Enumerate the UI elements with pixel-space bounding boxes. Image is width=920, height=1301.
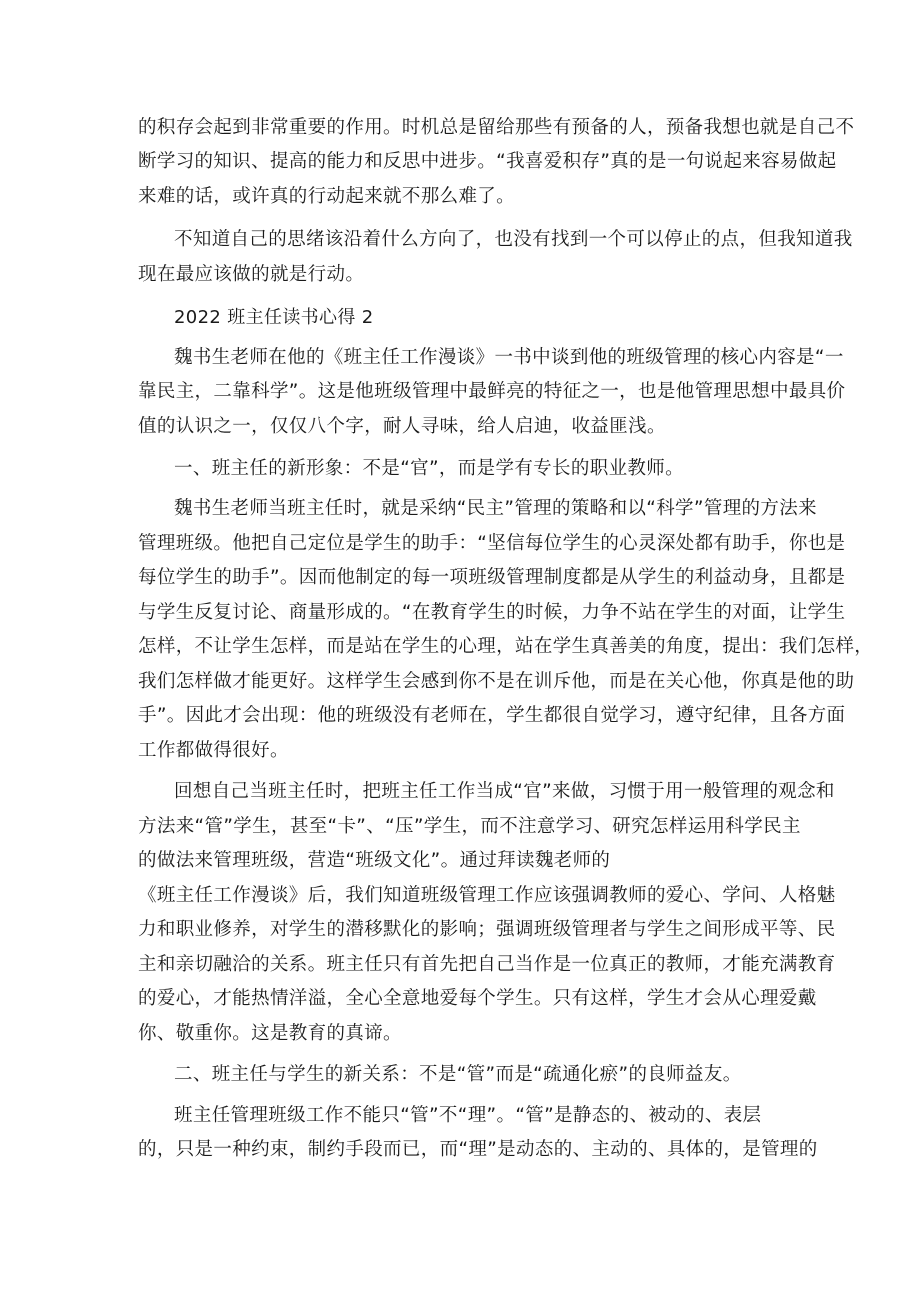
- text-line: 每位学生的助手”。因而他制定的每一项班级管理制度都是从学生的利益动身，且都是: [138, 567, 846, 588]
- text-line: 力和职业修养，对学生的潜移默化的影响；强调班级管理者与学生之间形成平等、民: [138, 919, 836, 940]
- text-line: 你、敬重你。这是教育的真谛。: [138, 1023, 402, 1044]
- text-line: 与学生反复讨论、商量形成的。“在教育学生的时候，力争不站在学生的对面，让学生: [138, 602, 846, 623]
- text-line: 断学习的知识、提高的能力和反思中进步。“我喜爱积存”真的是一句说起来容易做起: [138, 151, 837, 172]
- text-line: 我们怎样做才能更好。这样学生会感到你不是在训斥他，而是在关心他，你真是他的助: [138, 671, 855, 692]
- text-line: 靠民主，二靠科学”。这是他班级管理中最鲜亮的特征之一，也是他管理思想中最具价: [138, 381, 846, 402]
- section-title: 2022 班主任读书心得 2: [174, 307, 374, 328]
- text-line: 主和亲切融洽的关系。班主任只有首先把自己当作是一位真正的教师，才能充满教育: [138, 954, 836, 975]
- text-line: 不知道自己的思绪该沿着什么方向了，也没有找到一个可以停止的点，但我知道我: [174, 229, 853, 250]
- subheading: 二、班主任与学生的新关系：不是“管”而是“疏通化瘀”的良师益友。: [174, 1064, 742, 1085]
- text-line: 值的认识之一，仅仅八个字，耐人寻味，给人启迪，收益匪浅。: [138, 416, 666, 437]
- text-line: 怎样，不让学生怎样，而是站在学生的心理，站在学生真善美的角度，提出：我们怎样，: [138, 636, 874, 657]
- text-line: 工作都做得很好。: [138, 740, 289, 761]
- text-line: 的做法来管理班级，营造“班级文化”。通过拜读魏老师的: [138, 850, 611, 871]
- text-line: 魏书生老师在他的《班主任工作漫谈》一书中谈到他的班级管理的核心内容是“一: [174, 347, 844, 368]
- text-line: 的，只是一种约束，制约手段而已，而“理”是动态的、主动的、具体的，是管理的: [138, 1139, 818, 1160]
- text-line: 管理班级。他把自己定位是学生的助手：“坚信每位学生的心灵深处都有助手，你也是: [138, 533, 846, 554]
- text-line: 的爱心，才能热情洋溢，全心全意地爱每个学生。只有这样，学生才会从心理爱戴: [138, 988, 817, 1009]
- text-line: 方法来“管”学生，甚至“卡”、“压”学生，而不注意学习、研究怎样运用科学民主: [138, 816, 801, 837]
- subheading: 一、班主任的新形象：不是“官”，而是学有专长的职业教师。: [174, 458, 684, 479]
- text-line: 来难的话，或许真的行动起来就不那么难了。: [138, 186, 516, 207]
- text-line: 魏书生老师当班主任时，就是采纳“民主”管理的策略和以“科学”管理的方法来: [174, 498, 817, 519]
- text-line: 班主任管理班级工作不能只“管”不“理”。“管”是静态的、被动的、表层: [174, 1105, 762, 1126]
- text-line: 现在最应该做的就是行动。: [138, 264, 365, 285]
- text-line: 手”。因此才会出现：他的班级没有老师在，学生都很自觉学习，遵守纪律，且各方面: [138, 705, 846, 726]
- text-line: 的积存会起到非常重要的作用。时机总是留给那些有预备的人，预备我想也就是自己不: [138, 117, 855, 138]
- text-line: 回想自己当班主任时，把班主任工作当成“官”来做，习惯于用一般管理的观念和: [174, 781, 835, 802]
- text-line: 《班主任工作漫谈》后，我们知道班级管理工作应该强调教师的爱心、学问、人格魅: [138, 885, 836, 906]
